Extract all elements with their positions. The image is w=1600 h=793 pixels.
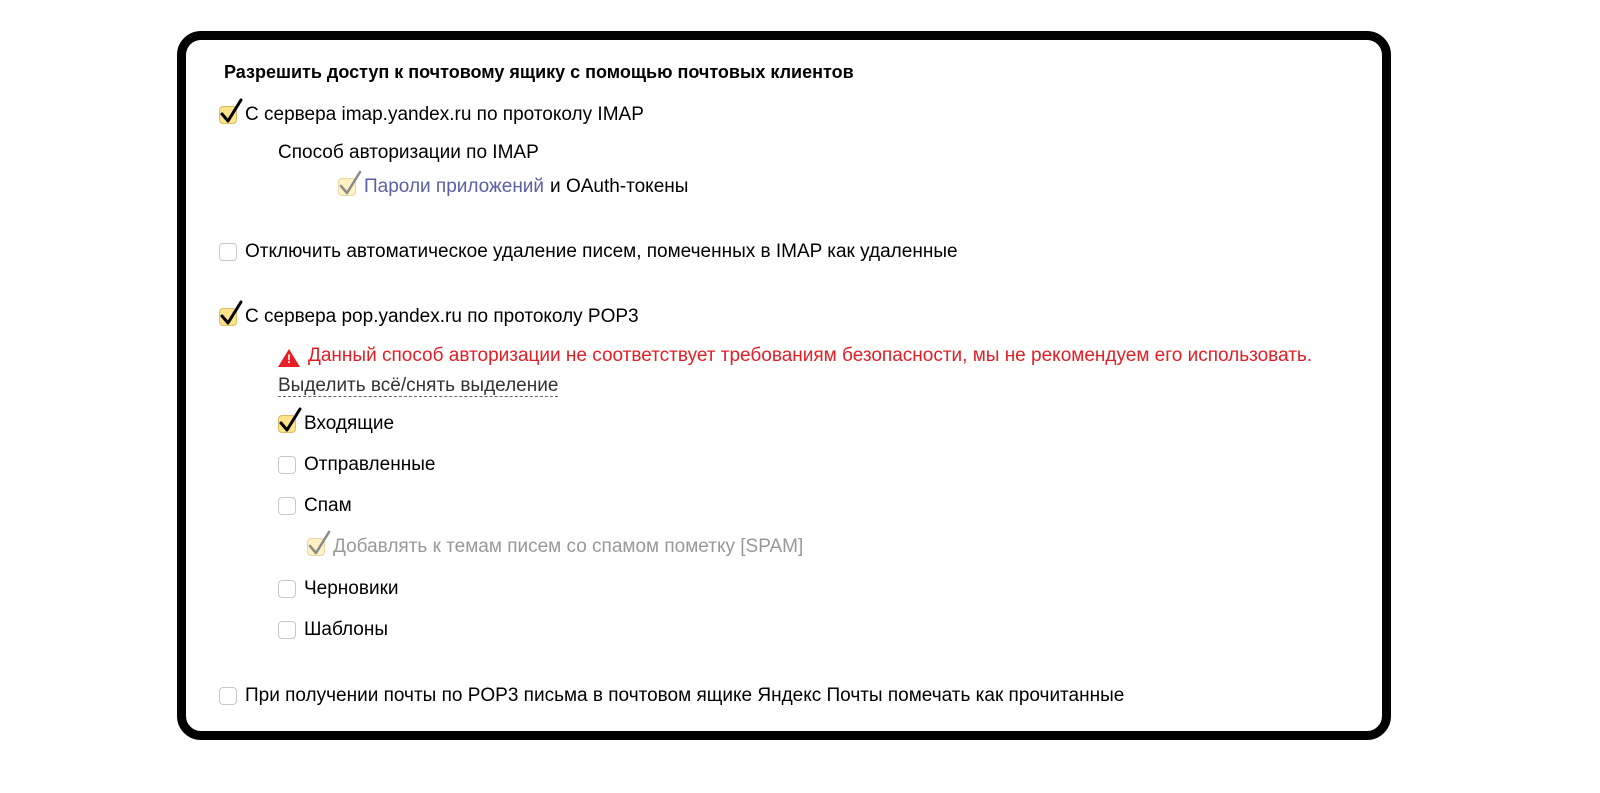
imap-auth-checkbox bbox=[338, 178, 356, 196]
folder-drafts-checkbox[interactable] bbox=[278, 580, 296, 598]
spam-tag-option bbox=[307, 536, 803, 558]
checkmark-icon bbox=[219, 300, 243, 326]
spam-tag-label: Добавлять к темам писем со спамом пометку [SPAM] bbox=[333, 536, 804, 557]
mark-read-checkbox[interactable] bbox=[219, 687, 237, 705]
mark-read-option[interactable] bbox=[219, 685, 1124, 707]
checkmark-icon bbox=[219, 98, 243, 124]
checkmark-icon bbox=[338, 170, 362, 196]
folder-inbox-checkbox[interactable] bbox=[278, 415, 296, 433]
checkmark-icon bbox=[278, 407, 302, 433]
folder-sent-checkbox[interactable] bbox=[278, 456, 296, 474]
warning-icon: ! bbox=[278, 349, 300, 367]
section-title: Разрешить доступ к почтовому ящику с помощью почтовых клиентов bbox=[224, 62, 854, 82]
folder-spam-option[interactable] bbox=[278, 495, 352, 517]
app-passwords-link[interactable]: Пароли приложений bbox=[364, 176, 545, 197]
folder-templates-option[interactable] bbox=[278, 619, 388, 641]
disable-autodelete-label: Отключить автоматическое удаление писем, помеченных в IMAP как удаленные bbox=[245, 241, 958, 262]
folder-drafts-option[interactable] bbox=[278, 578, 399, 600]
select-all-toggle[interactable] bbox=[278, 375, 558, 397]
folder-spam-checkbox[interactable] bbox=[278, 497, 296, 515]
disable-autodelete-checkbox[interactable] bbox=[219, 243, 237, 261]
folder-spam-label: Спам bbox=[304, 495, 352, 516]
folder-templates-label: Шаблоны bbox=[304, 619, 389, 640]
disable-autodelete-option[interactable] bbox=[219, 241, 958, 263]
pop3-label: С сервера pop.yandex.ru по протоколу POP3 bbox=[245, 306, 639, 327]
folder-inbox-label: Входящие bbox=[304, 413, 395, 434]
folder-sent-option[interactable] bbox=[278, 454, 435, 476]
mark-read-label: При получении почты по POP3 письма в почтовом ящике Яндекс Почты помечать как прочитанные bbox=[245, 685, 1125, 706]
select-all-link[interactable]: Выделить всё/снять выделение bbox=[278, 375, 559, 396]
imap-auth-option-text: и OAuth-токены bbox=[550, 176, 689, 197]
pop3-option[interactable] bbox=[219, 306, 639, 328]
checkmark-icon bbox=[307, 530, 331, 556]
imap-auth-method-title: Способ авторизации по IMAP bbox=[278, 142, 539, 163]
imap-checkbox[interactable] bbox=[219, 106, 237, 124]
folder-templates-checkbox[interactable] bbox=[278, 621, 296, 639]
imap-option[interactable] bbox=[219, 104, 644, 126]
folder-inbox-option[interactable] bbox=[278, 413, 394, 435]
pop3-warning-text: Данный способ авторизации не соответствует требованиям безопасности, мы не рекомендуем его использовать. bbox=[308, 345, 1313, 366]
folder-drafts-label: Черновики bbox=[304, 578, 399, 599]
pop3-security-warning bbox=[278, 345, 1312, 367]
spam-tag-checkbox bbox=[307, 538, 325, 556]
folder-sent-label: Отправленные bbox=[304, 454, 436, 475]
imap-auth-option bbox=[338, 176, 688, 198]
pop3-checkbox[interactable] bbox=[219, 308, 237, 326]
imap-label: С сервера imap.yandex.ru по протоколу IMAP bbox=[245, 104, 644, 125]
